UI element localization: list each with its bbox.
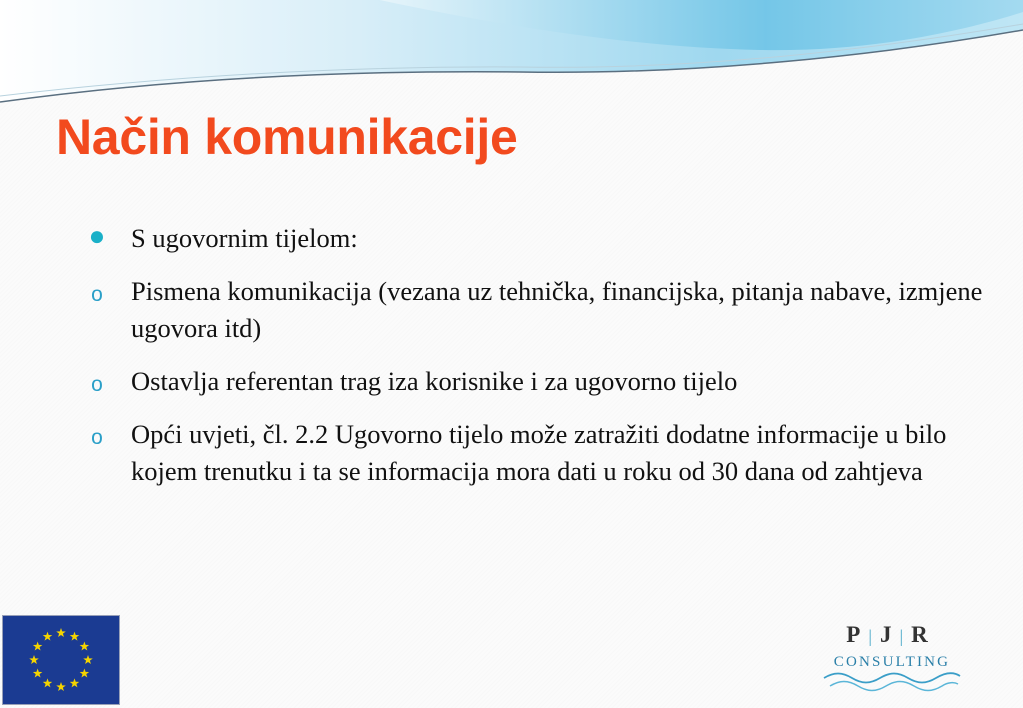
eu-star-icon (56, 628, 66, 637)
eu-star-icon (80, 642, 90, 651)
bullet-item (84, 416, 984, 490)
eu-star-icon (56, 682, 66, 691)
logo-subtitle: CONSULTING (833, 654, 951, 670)
bullet-item (84, 273, 984, 347)
eu-star-icon (33, 669, 43, 678)
pjr-consulting-logo (822, 622, 962, 692)
bullet-text: Opći uvjeti, čl. 2.2 Ugovorno tijelo može zatražiti dodatne informacije u bilo kojem trenutku i ta se informacija mora dati u roku od 30 dana od zahtjeva (131, 419, 947, 486)
eu-star-icon (33, 642, 43, 651)
logo-letter-r: R (911, 622, 928, 647)
eu-star-icon (80, 669, 90, 678)
eu-star-icon (43, 632, 53, 641)
eu-flag-icon (2, 615, 120, 705)
waves-icon (822, 670, 962, 692)
eu-star-icon (29, 655, 39, 664)
logo-separator: | (899, 626, 904, 646)
top-wave-decoration (0, 0, 1023, 110)
bullet-item (84, 220, 984, 257)
bullet-list (84, 220, 984, 506)
bullet-text: Ostavlja referentan trag iza korisnike i za ugovorno tijelo (131, 366, 738, 396)
logo-letter-j: J (879, 622, 892, 647)
bullet-text: S ugovornim tijelom: (131, 223, 358, 253)
logo-separator: | (868, 626, 872, 646)
dot-bullet-icon: ● (88, 221, 106, 252)
bullet-item (84, 363, 984, 400)
ring-bullet-icon: o (91, 426, 103, 449)
bullet-text: Pismena komunikacija (vezana uz tehnička, financijska, pitanja nabave, izmjene ugovora itd) (131, 276, 983, 343)
logo-letters (832, 622, 942, 648)
eu-star-icon (43, 678, 53, 687)
eu-star-icon (70, 678, 80, 687)
eu-star-icon (83, 655, 93, 664)
ring-bullet-icon: o (91, 283, 103, 306)
eu-stars (3, 616, 119, 704)
slide-title: Način komunikacije (56, 109, 518, 165)
ring-bullet-icon: o (91, 373, 103, 396)
eu-star-icon (70, 632, 80, 641)
logo-letter-p: P (846, 622, 861, 647)
